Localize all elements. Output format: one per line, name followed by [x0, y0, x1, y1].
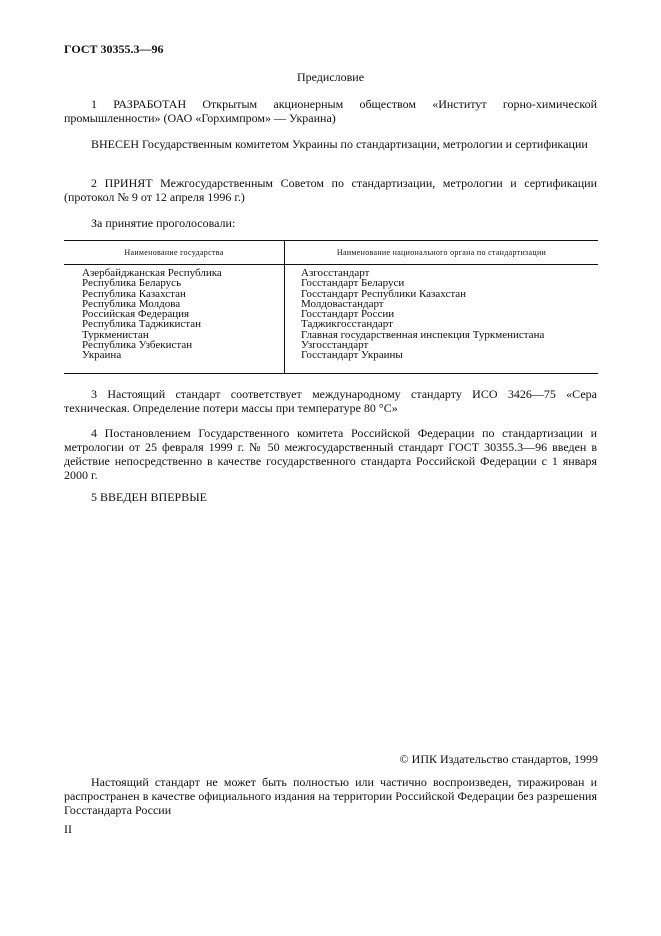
preface-paragraph-developed: 1 РАЗРАБОТАН Открытым акционерным обществом «Институт горно-химической промышленности» (ОАО «Горхимпром» — Украина): [64, 97, 597, 125]
preface-paragraph-first-introduced: 5 ВВЕДЕН ВПЕРВЫЕ: [91, 490, 207, 504]
table-column-divider: [284, 241, 285, 373]
vote-table: [64, 240, 598, 374]
preface-paragraph-resolution: 4 Постановлением Государственного комитета Российской Федерации по стандартизации и метрологии от 25 февраля 1999 г. № 50 межгосударственный стандарт ГОСТ 30355.3—96 введен в действие непосредственно в качестве государственного стандарта Российской Федерации с 1 января 2000 г.: [64, 426, 597, 482]
copyright-line: © ИПК Издательство стандартов, 1999: [399, 752, 598, 766]
table-header-body: Наименование национального органа по стандартизации: [336, 248, 547, 257]
body-cell: Госстандарт Республики Казахстан: [301, 287, 467, 300]
state-cell: Украина: [82, 349, 122, 362]
preface-paragraph-voted: За принятие проголосовали:: [91, 216, 236, 230]
preface-paragraph-iso: 3 Настоящий стандарт соответствует международному стандарту ИСО 3426—75 «Сера техническая. Определение потери массы при температуре 80 °C»: [64, 387, 597, 415]
preface-paragraph-introduced: ВНЕСЕН Государственным комитетом Украины по стандартизации, метрологии и сертификации: [91, 137, 588, 151]
state-cell: Туркменистан: [82, 328, 149, 341]
document-id: ГОСТ 30355.3—96: [64, 42, 164, 56]
table-header-state: Наименование государства: [124, 248, 224, 257]
body-cell: Узгосстандарт: [301, 339, 369, 352]
body-cell: Госстандарт России: [301, 308, 395, 321]
body-cell: Азгосстандарт: [301, 267, 370, 279]
body-cell: Госстандарт Украины: [301, 349, 403, 362]
state-cell: Республика Таджикистан: [82, 318, 201, 331]
body-cell: Таджикгосстандарт: [301, 318, 393, 331]
preface-paragraph-adopted: 2 ПРИНЯТ Межгосударственным Советом по стандартизации, метрологии и сертификации (протокол № 9 от 12 апреля 1996 г.): [64, 176, 597, 204]
state-cell: Российская Федерация: [82, 308, 190, 321]
reproduction-notice: Настоящий стандарт не может быть полностью или частично воспроизведен, тиражирован и распространен в качестве официального издания на территории Российской Федерации без разрешения Госстандарта России: [64, 775, 597, 817]
state-cell: Республика Молдова: [82, 297, 181, 310]
preface-title: Предисловие: [296, 70, 365, 84]
table-header-rule: [64, 264, 598, 265]
state-cell: Республика Казахстан: [82, 287, 186, 300]
body-cell: Госстандарт Беларуси: [301, 277, 405, 290]
body-cell: Молдовастандарт: [301, 297, 384, 310]
bodies-column: [301, 268, 596, 361]
state-cell: Республика Беларусь: [82, 277, 182, 290]
state-cell: Азербайджанская Республика: [82, 267, 222, 279]
body-cell: Главная государственная инспекция Туркменистана: [301, 328, 545, 341]
state-cell: Республика Узбекистан: [82, 339, 193, 352]
states-column: [82, 268, 282, 361]
page-number: II: [64, 822, 72, 836]
